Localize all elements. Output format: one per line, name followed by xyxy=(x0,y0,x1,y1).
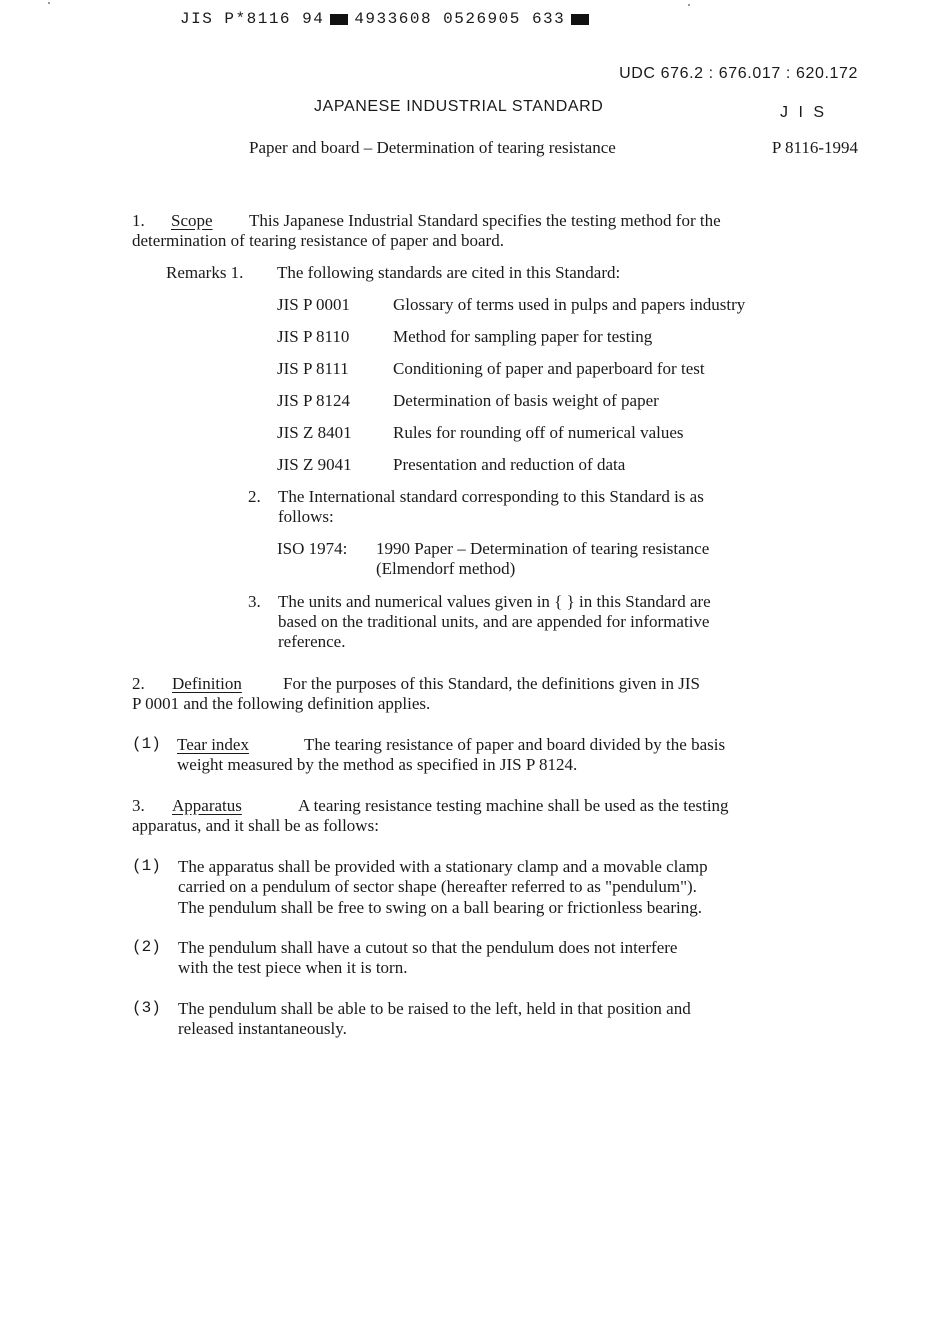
remarks-label: Remarks 1. xyxy=(166,263,244,282)
tear-index-line-2: weight measured by the method as specified in JIS P 8124. xyxy=(177,755,578,774)
cited-standard-title: Method for sampling paper for testing xyxy=(393,327,653,346)
apparatus-heading: Apparatus xyxy=(172,796,242,815)
scope-number: 1. xyxy=(132,211,145,230)
standard-name: JAPANESE INDUSTRIAL STANDARD xyxy=(314,98,604,115)
tear-index-line-1: The tearing resistance of paper and board divided by the basis xyxy=(304,735,726,754)
udc-code: UDC 676.2 : 676.017 : 620.172 xyxy=(619,65,858,82)
remark-3-line-1: The units and numerical values given in { } in this Standard are xyxy=(278,592,711,611)
remark-1-text: The following standards are cited in this Standard: xyxy=(277,263,621,282)
remark-2-number: 2. xyxy=(248,487,261,506)
iso-title-line-1: 1990 Paper – Determination of tearing resistance xyxy=(376,539,710,558)
tear-index-term: Tear index xyxy=(177,735,249,754)
barcode-code-1: JIS P*8116 94 xyxy=(180,10,325,28)
barcode-block-2 xyxy=(571,14,589,25)
apparatus-text-line-2: apparatus, and it shall be as follows: xyxy=(132,816,379,835)
remark-3-line-2: based on the traditional units, and are appended for informative xyxy=(278,612,710,631)
remark-3-line-3: reference. xyxy=(278,632,346,651)
definition-heading: Definition xyxy=(172,674,242,693)
scan-speck xyxy=(48,2,50,4)
cited-standard-title: Determination of basis weight of paper xyxy=(393,391,659,410)
cited-standard-code: JIS P 8111 xyxy=(277,359,349,378)
apparatus-item-line: The pendulum shall be free to swing on a ball bearing or frictionless bearing. xyxy=(178,898,703,917)
barcode-block-1 xyxy=(330,14,348,25)
cited-standard-title: Rules for rounding off of numerical values xyxy=(393,423,684,442)
definition-text-line-1: For the purposes of this Standard, the definitions given in JIS xyxy=(283,674,700,693)
cited-standard-title: Glossary of terms used in pulps and papers industry xyxy=(393,295,746,314)
apparatus-item-line: with the test piece when it is torn. xyxy=(178,958,408,977)
remark-3-number: 3. xyxy=(248,592,261,611)
apparatus-item-line: The apparatus shall be provided with a stationary clamp and a movable clamp xyxy=(178,857,708,876)
cited-standard-title: Conditioning of paper and paperboard for test xyxy=(393,359,705,378)
scope-text-line-2: determination of tearing resistance of paper and board. xyxy=(132,231,504,250)
jis-mark: J I S xyxy=(780,104,828,121)
definition-item-number: (1) xyxy=(132,735,161,753)
definition-text-line-2: P 0001 and the following definition applies. xyxy=(132,694,431,713)
remark-2-line-2: follows: xyxy=(278,507,334,526)
apparatus-item-line: carried on a pendulum of sector shape (hereafter referred to as "pendulum"). xyxy=(178,877,697,896)
iso-code: ISO 1974: xyxy=(277,539,348,558)
document-number: P 8116-1994 xyxy=(771,138,858,157)
scan-speck xyxy=(688,4,690,6)
iso-title-line-2: (Elmendorf method) xyxy=(376,559,516,578)
cited-standard-code: JIS Z 8401 xyxy=(277,423,352,442)
cited-standard-code: JIS Z 9041 xyxy=(277,455,352,474)
apparatus-item-number: (1) xyxy=(132,857,161,875)
cited-standard-code: JIS P 8110 xyxy=(277,327,350,346)
apparatus-number: 3. xyxy=(132,796,145,815)
apparatus-item-line: The pendulum shall be able to be raised to the left, held in that position and xyxy=(178,999,691,1018)
apparatus-item-number: (3) xyxy=(132,999,161,1017)
document-title: Paper and board – Determination of tearing resistance xyxy=(249,138,616,157)
cited-standard-code: JIS P 0001 xyxy=(277,295,351,314)
remark-2-line-1: The International standard corresponding to this Standard is as xyxy=(278,487,704,506)
apparatus-item-line: released instantaneously. xyxy=(178,1019,347,1038)
cited-standard-title: Presentation and reduction of data xyxy=(393,455,626,474)
cited-standard-code: JIS P 8124 xyxy=(277,391,351,410)
apparatus-item-number: (2) xyxy=(132,938,161,956)
definition-number: 2. xyxy=(132,674,145,693)
apparatus-item-line: The pendulum shall have a cutout so that the pendulum does not interfere xyxy=(178,938,678,957)
scope-text-line-1: This Japanese Industrial Standard specifies the testing method for the xyxy=(249,211,721,230)
scope-heading: Scope xyxy=(171,211,213,230)
apparatus-text-line-1: A tearing resistance testing machine shall be used as the testing xyxy=(298,796,729,815)
barcode-line xyxy=(180,9,589,30)
barcode-code-2: 4933608 0526905 633 xyxy=(354,10,566,28)
